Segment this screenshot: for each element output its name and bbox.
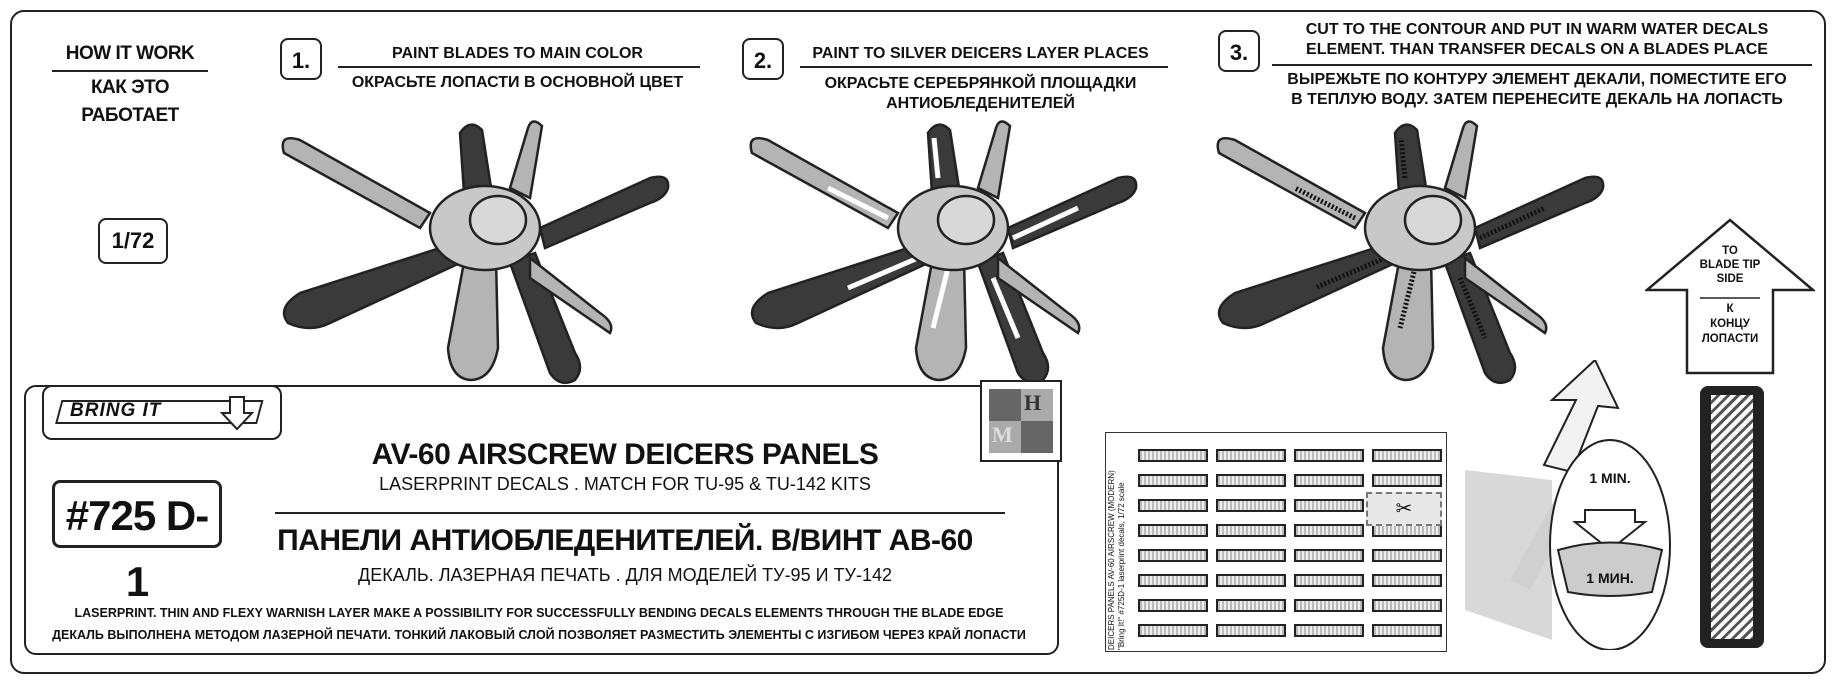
tip-en-1: TO: [1722, 245, 1738, 257]
decal-element: [1294, 474, 1364, 487]
decal-sheet: [1105, 432, 1447, 652]
blade-tip-label-en: [1688, 244, 1772, 286]
tip-ru-1: К: [1726, 303, 1734, 315]
decal-element: [1294, 624, 1364, 637]
footnote-en: LASERPRINT. THIN AND FLEXY WARNISH LAYER MAKE A POSSIBILITY FOR SUCCESSFULLY BENDING DECALS ELEMENTS THROUGH THE BLADE EDGE: [74, 606, 1004, 620]
decal-element: [1216, 524, 1286, 537]
product-code: #725 D-1: [52, 480, 222, 548]
propeller-step-3-illustration: [1205, 118, 1605, 388]
decal-element: [1372, 624, 1442, 637]
decal-sheet-caption: [1107, 470, 1127, 650]
scale-badge: 1/72: [98, 218, 168, 264]
tip-en-2: BLADE TIP: [1699, 259, 1761, 271]
decal-element: [1372, 449, 1442, 462]
decal-element: [1372, 599, 1442, 612]
bring-it-logo: [42, 385, 282, 440]
decal-element: [1216, 624, 1286, 637]
decal-sheet-caption-2: "Bring It!" #725D-1 laserprint decals, 1/72 scale: [1117, 482, 1126, 650]
tip-ru-3: ЛОПАСТИ: [1701, 333, 1759, 345]
hm-letter-h: H: [1024, 390, 1042, 415]
soak-time-en: 1 MIN.: [1589, 470, 1631, 486]
decal-element: [1216, 499, 1286, 512]
decal-element: [1216, 549, 1286, 562]
decal-element: [1372, 474, 1442, 487]
step-3-divider: [1272, 64, 1812, 66]
divider: [52, 70, 208, 72]
brand-name: BRING IT: [70, 400, 162, 421]
decal-element: [1294, 574, 1364, 587]
step-1-text-ru: ОКРАСЬТЕ ЛОПАСТИ В ОСНОВНОЙ ЦВЕТ: [351, 74, 684, 91]
propeller-step-2-illustration: [738, 118, 1138, 388]
blade-tip-label-ru: [1688, 302, 1772, 347]
decal-element: [1138, 574, 1208, 587]
how-it-works-ru: КАК ЭТО РАБОТАЕТ: [81, 77, 179, 126]
step-3-text-ru-2: В ТЕПЛУЮ ВОДУ. ЗАТЕМ ПЕРЕНЕСИТЕ ДЕКАЛЬ НА ЛОПАСТЬ: [1291, 91, 1783, 108]
footnote-ru: ДЕКАЛЬ ВЫПОЛНЕНА МЕТОДОМ ЛАЗЕРНОЙ ПЕЧАТИ. ТОНКИЙ ЛАКОВЫЙ СЛОЙ ПОЗВОЛЯЕТ РАЗМЕСТИТЬ ЭЛЕМЕНТЫ С ИЗГИБОМ ЧЕРЕЗ КРАЙ ЛОПАСТИ: [52, 628, 1026, 642]
decal-element: [1294, 549, 1364, 562]
decal-element: [1138, 624, 1208, 637]
step-1-number: 1.: [280, 38, 322, 80]
tip-en-3: SIDE: [1716, 273, 1744, 285]
step-2-text-ru-2: АНТИОБЛЕДЕНИТЕЛЕЙ: [886, 95, 1075, 112]
subtitle-en: LASERPRINT DECALS . MATCH FOR TU-95 & TU-142 KITS: [379, 474, 871, 494]
title-en: AV-60 AIRSCREW DEICERS PANELS: [371, 438, 879, 471]
decal-element: [1216, 599, 1286, 612]
step-3-text-en-1: CUT TO THE CONTOUR AND PUT IN WARM WATER DECALS: [1305, 21, 1769, 38]
how-it-works-heading: [40, 40, 220, 130]
decal-element: [1138, 599, 1208, 612]
how-it-works-en: HOW IT WORK: [65, 43, 195, 64]
step-1-divider: [338, 66, 700, 68]
step-2-divider: [800, 66, 1168, 68]
title-ru: ПАНЕЛИ АНТИОБЛЕДЕНИТЕЛЕЙ. В/ВИНТ АВ-60: [277, 524, 973, 557]
decal-element: [1216, 474, 1286, 487]
propeller-step-1-illustration: [270, 118, 670, 388]
subtitle-ru: ДЕКАЛЬ. ЛАЗЕРНАЯ ПЕЧАТЬ . ДЛЯ МОДЕЛЕЙ ТУ-95 И ТУ-142: [358, 565, 892, 585]
decal-element: [1138, 474, 1208, 487]
decal-element: [1138, 549, 1208, 562]
blade-tip-arrow: [1645, 218, 1815, 378]
decal-element: [1294, 599, 1364, 612]
decal-element: [1138, 524, 1208, 537]
title-divider: [275, 512, 1005, 514]
step-1-text-en: PAINT BLADES TO MAIN COLOR: [392, 45, 643, 62]
soak-illustration: [1460, 360, 1690, 650]
step-3-number: 3.: [1218, 30, 1260, 72]
step-2-number: 2.: [742, 38, 784, 80]
decal-element: [1294, 499, 1364, 512]
step-3-text-en-2: ELEMENT. THAN TRANSFER DECALS ON A BLADES PLACE: [1306, 41, 1768, 58]
decal-element: [1216, 574, 1286, 587]
decal-element: [1138, 449, 1208, 462]
hm-letter-m: M: [992, 422, 1013, 447]
soak-time-ru: 1 МИН.: [1586, 570, 1634, 586]
step-3-text-ru-1: ВЫРЕЖЬТЕ ПО КОНТУРУ ЭЛЕМЕНТ ДЕКАЛИ, ПОМЕСТИТЕ ЕГО: [1287, 71, 1787, 88]
tip-ru-2: КОНЦУ: [1710, 318, 1750, 330]
decal-element: [1294, 524, 1364, 537]
decal-element: [1372, 574, 1442, 587]
decal-element: [1138, 499, 1208, 512]
decal-element: [1216, 449, 1286, 462]
decal-sheet-caption-1: DEICERS PANELS AV-60 AIRSCREW (MODERN): [1107, 470, 1116, 650]
step-2-text-en: PAINT TO SILVER DEICERS LAYER PLACES: [812, 45, 1149, 62]
step-2-text-ru-1: ОКРАСЬТЕ СЕРЕБРЯНКОЙ ПЛОЩАДКИ: [824, 75, 1137, 92]
decal-strip-closeup: [1700, 386, 1764, 648]
decal-element: [1372, 549, 1442, 562]
decal-element: [1294, 449, 1364, 462]
scissors-icon: ✂: [1366, 492, 1442, 526]
